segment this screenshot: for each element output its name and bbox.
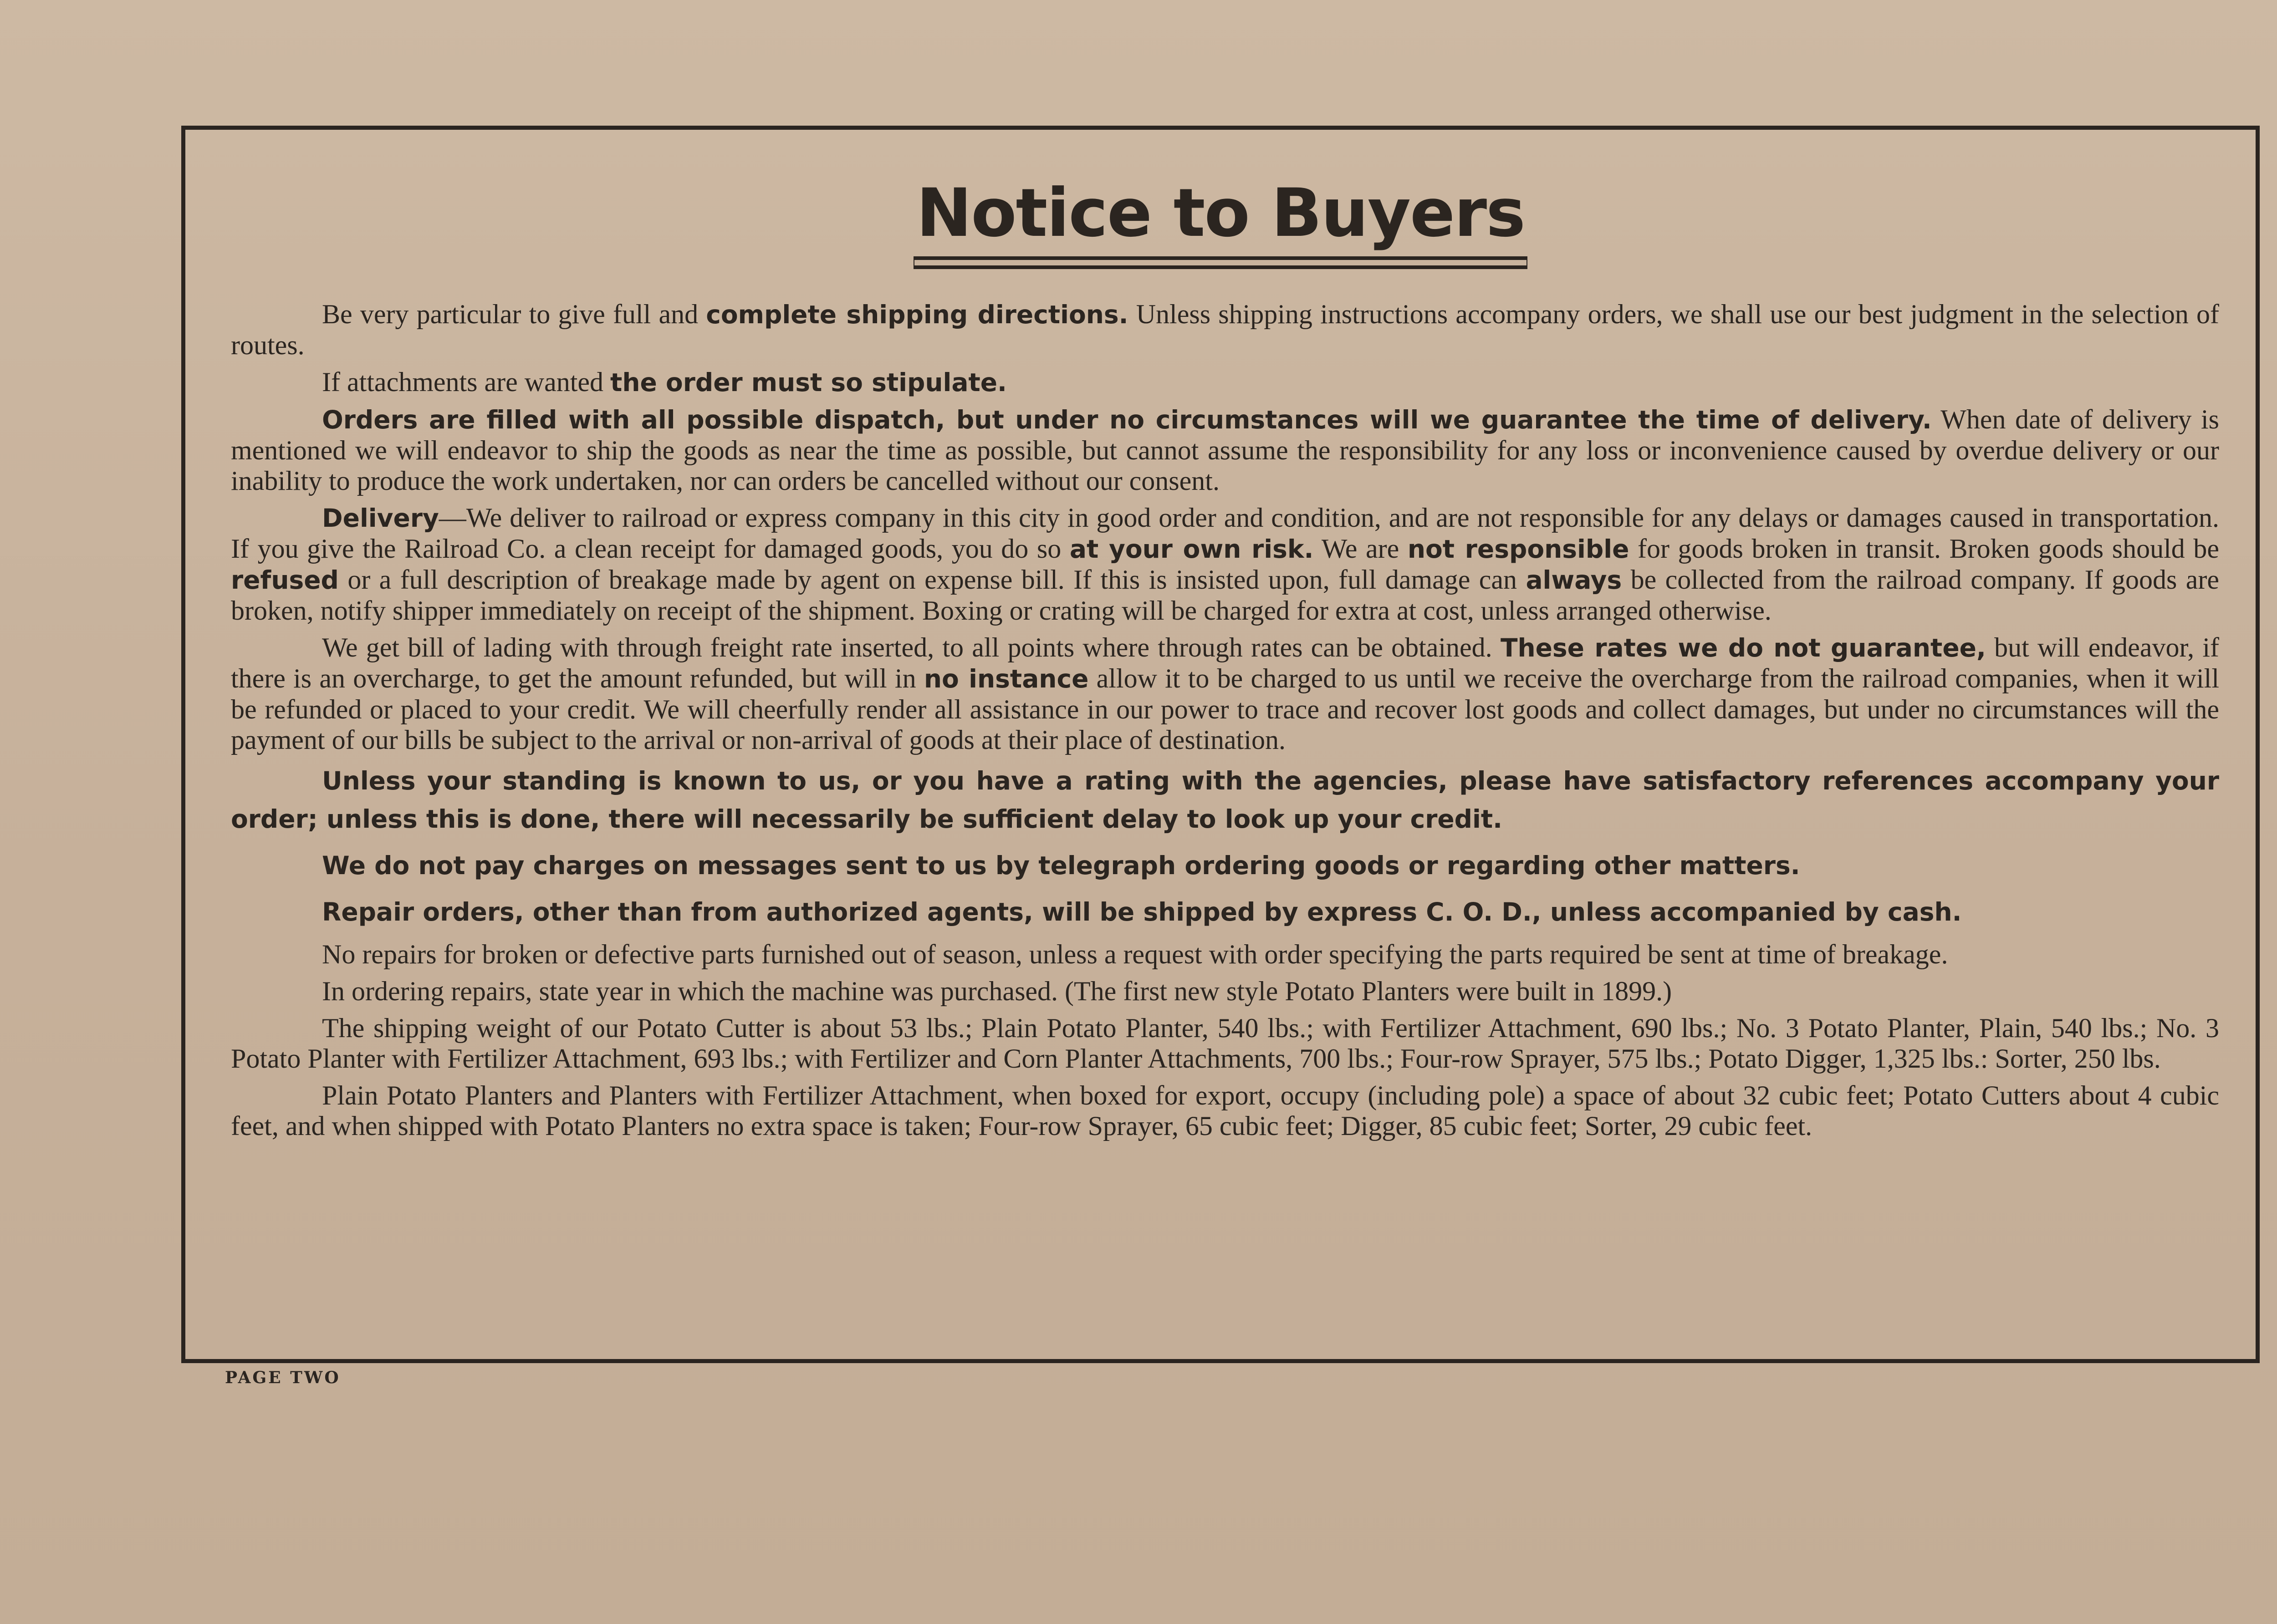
bold-run: not responsible (1407, 535, 1629, 564)
text-run: If attachments are wanted (322, 367, 611, 397)
page-number-label: PAGE TWO (225, 1368, 341, 1387)
paragraph-out-of-season-repairs: No repairs for broken or defective parts furnished out of season, unless a request with order specifying the parts required be sent at time of breakage. (322, 939, 1948, 969)
paragraph-repair-year: In ordering repairs, state year in which the machine was purchased. (The first new style Potato Planters were built in 1899.) (322, 976, 1672, 1006)
notice-body (231, 299, 2219, 1148)
text-run: but will endeavor, if there is an overcharge, to get the amount refunded, but will in (231, 632, 2220, 693)
bold-run: the order must so stipulate. (610, 368, 1007, 397)
paragraph-freight-rates (231, 632, 2219, 755)
text-run: or a full description of breakage made by agent on expense bill. If this is insisted upon, full damage can (338, 565, 1526, 595)
paragraph-dispatch (231, 404, 2219, 496)
paragraph-repair-orders: Repair orders, other than from authorized agents, will be shipped by express C. O. D., unless accompanied by cash. (322, 897, 1962, 927)
paragraph-credit-references: Unless your standing is known to us, or you have a rating with the agencies, please have satisfactory references accompany your order; unless this is done, there will necessarily be sufficient delay to look up your credit. (231, 766, 2219, 834)
notice-frame (181, 126, 2260, 1363)
paragraph-attachments (231, 367, 2219, 398)
bold-run: Delivery (322, 504, 439, 533)
text-run: allow it to be charged to us until we receive the overcharge from the railroad companies, when it will be refunded or placed to your credit. We will cheerfully render all assistance in our power to trace and recover lost goods and collect damages, but under no circumstances will the payment of our bills be subject to the arrival or non-arrival of goods at their place of destination. (231, 663, 2220, 755)
paragraph-shipping-directions (231, 299, 2219, 361)
text-run: be collected from the railroad company. If goods are broken, notify shipper immediately on receipt of the shipment. Boxing or crating will be charged for extra at cost, unless arranged otherwise. (231, 565, 2220, 626)
text-run: We are (1313, 534, 1408, 564)
paragraph-export-space: Plain Potato Planters and Planters with Fertilizer Attachment, when boxed for export, occupy (including pole) a space of about 32 cubic feet; Potato Cutters about 4 cubic feet, and when shipped with Potato Planters no extra space is taken; Four-row Sprayer, 65 cubic feet; Digger, 85 cubic feet; Sorter, 29 cubic feet. (231, 1080, 2219, 1141)
bold-run: refused (231, 565, 339, 595)
text-run: When date of delivery is mentioned we will endeavor to ship the goods as near the time as possible, but cannot assume the responsibility for any loss or inconvenience caused by overdue delivery or our inability to produce the work undertaken, nor can orders be cancelled without our consent. (231, 404, 2219, 496)
bold-run: at your own risk. (1069, 535, 1314, 564)
text-run: We get bill of lading with through freight rate inserted, to all points where through rates can be obtained. (322, 632, 1501, 662)
paragraph-shipping-weights: The shipping weight of our Potato Cutter is about 53 lbs.; Plain Potato Planter, 540 lbs.; with Fertilizer Attachment, 690 lbs.; No. 3 Potato Planter, Plain, 540 lbs.; No. 3 Potato Planter with Fertilizer Attachment, 693 lbs.; with Fertilizer and Corn Planter Attachments, 700 lbs.; Four-row Sprayer, 575 lbs.; Potato Digger, 1,325 lbs.: Sorter, 250 lbs. (231, 1013, 2219, 1074)
text-run: Unless shipping instructions accompany orders, we shall use our best judgment in the selection of routes. (231, 299, 2219, 360)
paragraph-delivery (231, 503, 2219, 626)
bold-run: no instance (924, 664, 1089, 693)
bold-run: Orders are filled with all possible dispatch, but under no circumstances will we guarantee the time of delivery. (322, 405, 1932, 434)
bold-run: complete shipping directions. (706, 300, 1128, 329)
text-run: —We deliver to railroad or express company in this city in good order and condition, and are not responsible for any delays or damages caused in transportation. If you give the Railroad Co. a clean receipt for damaged goods, you do so (231, 503, 2219, 564)
bold-run: These rates we do not guarantee, (1500, 633, 1986, 662)
page-title: Notice to Buyers (914, 175, 1527, 260)
title-wrap (185, 175, 2256, 260)
text-run: for goods broken in transit. Broken goods should be (1629, 534, 2220, 564)
text-run: Be very particular to give full and (322, 299, 706, 329)
paragraph-telegraph-charges: We do not pay charges on messages sent to us by telegraph ordering goods or regarding other matters. (322, 851, 1800, 880)
bold-run: always (1526, 565, 1622, 595)
